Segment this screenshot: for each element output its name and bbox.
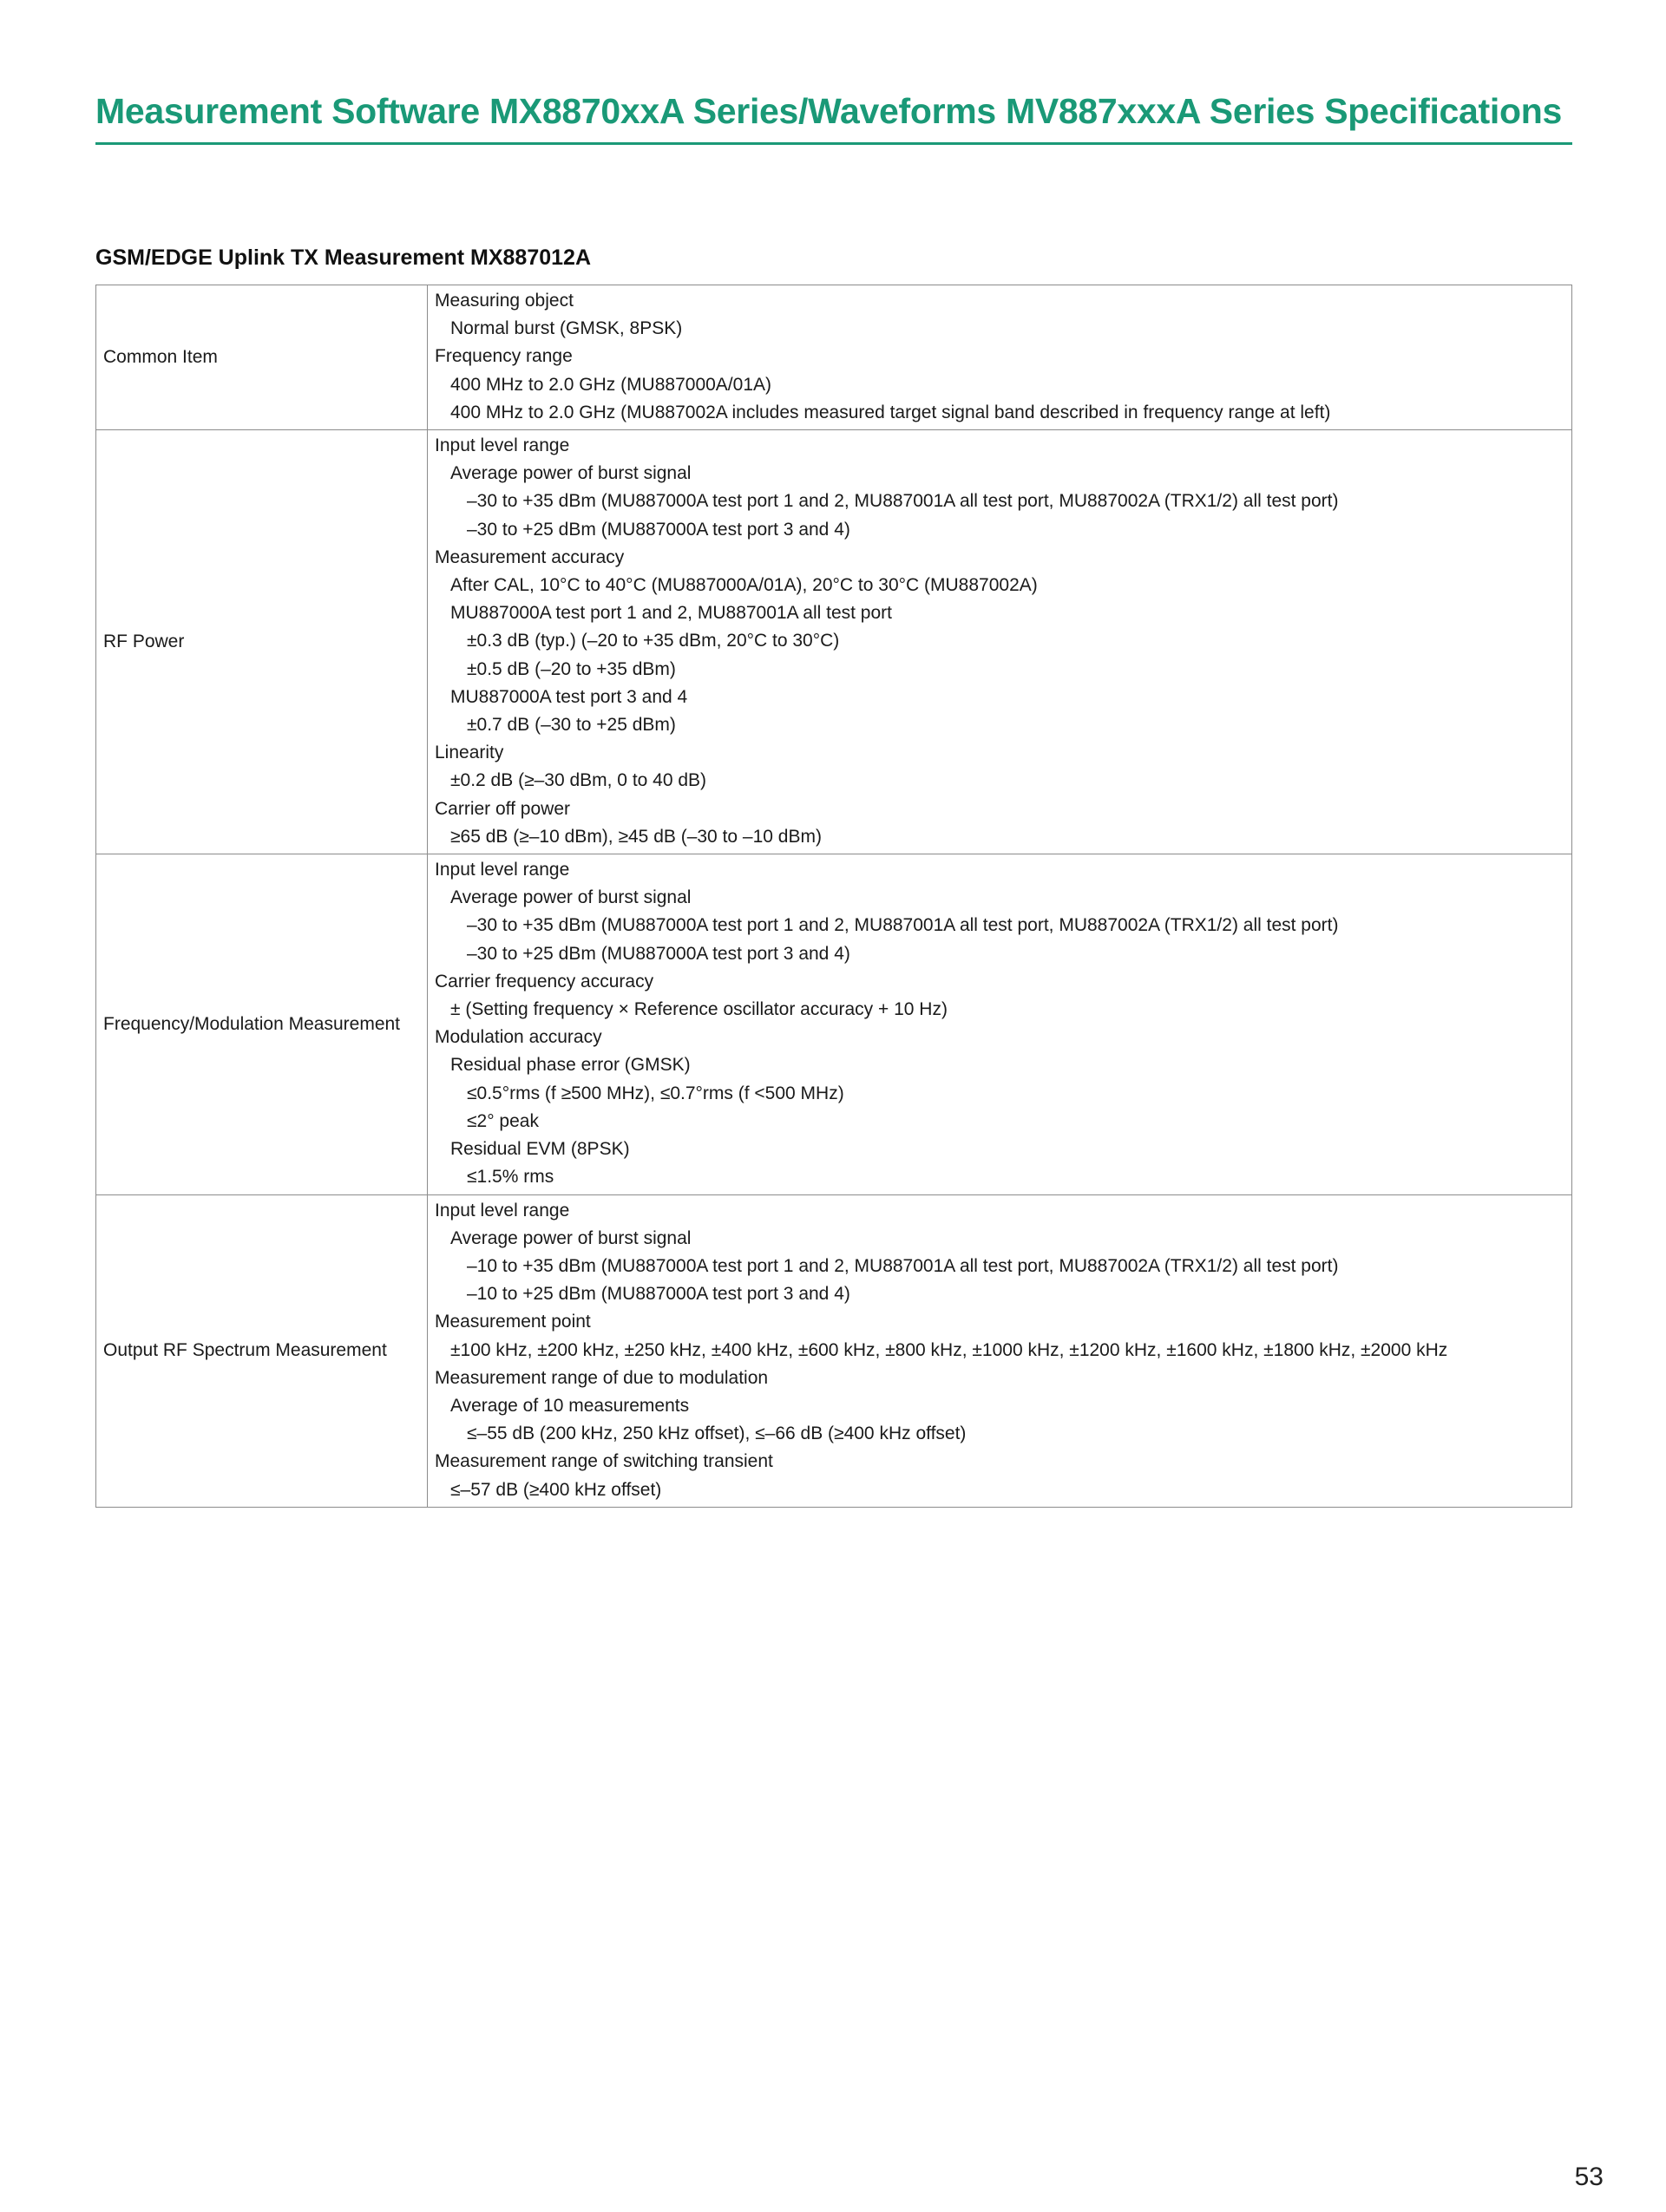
spec-line: ±0.2 dB (≥–30 dBm, 0 to 40 dB): [450, 770, 707, 791]
row-spec-cell: [428, 854, 1572, 1194]
spec-line: Input level range: [435, 1200, 570, 1221]
spec-line: ±0.3 dB (typ.) (–20 to +35 dBm, 20°C to 30°C): [467, 631, 840, 651]
spec-line: Average power of burst signal: [450, 1227, 692, 1248]
spec-line: Measurement range of due to modulation: [435, 1367, 769, 1388]
title-divider: [95, 142, 1572, 145]
page-number: 53: [1574, 2163, 1604, 2191]
spec-line: Measuring object: [435, 291, 574, 311]
spec-line: –30 to +35 dBm (MU887000A test port 1 and 2, MU887001A all test port, MU887002A (TRX1/2) all test port): [467, 915, 1339, 936]
spec-line: –30 to +35 dBm (MU887000A test port 1 and 2, MU887001A all test port, MU887002A (TRX1/2) all test port): [467, 491, 1339, 512]
row-item-label: Frequency/Modulation Measurement: [96, 854, 428, 1194]
spec-line: Input level range: [435, 860, 570, 880]
section-title: GSM/EDGE Uplink TX Measurement MX887012A: [95, 245, 592, 270]
spec-table: [95, 285, 1572, 1508]
table-row: [96, 1194, 1572, 1507]
spec-line: Linearity: [435, 743, 504, 763]
spec-line: Modulation accuracy: [435, 1027, 602, 1048]
spec-line: ≥65 dB (≥–10 dBm), ≥45 dB (–30 to –10 dBm): [450, 826, 822, 847]
spec-line: Average power of burst signal: [450, 887, 692, 908]
row-spec-cell: [428, 430, 1572, 854]
row-spec-cell: [428, 1194, 1572, 1507]
spec-line: Average power of burst signal: [450, 463, 692, 484]
spec-line: ±0.7 dB (–30 to +25 dBm): [467, 715, 676, 736]
spec-line: ± (Setting frequency × Reference oscillator accuracy + 10 Hz): [450, 999, 948, 1020]
spec-line: ≤2° peak: [467, 1110, 539, 1131]
table-row: [96, 285, 1572, 430]
row-spec-cell: [428, 285, 1572, 430]
spec-line: Carrier off power: [435, 798, 571, 819]
spec-line: ≤–57 dB (≥400 kHz offset): [450, 1479, 662, 1500]
spec-line: Carrier frequency accuracy: [435, 971, 654, 991]
spec-line: MU887000A test port 1 and 2, MU887001A all test port: [450, 603, 892, 624]
spec-line: ±100 kHz, ±200 kHz, ±250 kHz, ±400 kHz, ±600 kHz, ±800 kHz, ±1000 kHz, ±1200 kHz, ±1600 kHz, ±1800 kHz, ±2000 kHz: [450, 1339, 1448, 1360]
table-row: [96, 854, 1572, 1194]
spec-line: Measurement range of switching transient: [435, 1451, 773, 1472]
row-item-label: RF Power: [96, 430, 428, 854]
spec-line: –10 to +35 dBm (MU887000A test port 1 and 2, MU887001A all test port, MU887002A (TRX1/2) all test port): [467, 1255, 1339, 1276]
spec-line: ≤1.5% rms: [467, 1167, 554, 1188]
page-title: Measurement Software MX8870xxA Series/Waveforms MV887xxxA Series Specifications: [95, 91, 1562, 131]
spec-table-body: [96, 285, 1572, 1508]
spec-line: ≤0.5°rms (f ≥500 MHz), ≤0.7°rms (f <500 MHz): [467, 1083, 844, 1103]
spec-line: –30 to +25 dBm (MU887000A test port 3 and 4): [467, 943, 850, 964]
spec-line: –30 to +25 dBm (MU887000A test port 3 and 4): [467, 519, 850, 540]
spec-line: ±0.5 dB (–20 to +35 dBm): [467, 658, 676, 679]
spec-line: Measurement accuracy: [435, 546, 625, 567]
spec-line: –10 to +25 dBm (MU887000A test port 3 and 4): [467, 1284, 850, 1305]
spec-line: Frequency range: [435, 346, 573, 367]
spec-line: 400 MHz to 2.0 GHz (MU887002A includes measured target signal band described in frequency range at left): [450, 402, 1331, 422]
spec-line: MU887000A test port 3 and 4: [450, 686, 688, 707]
spec-line: Measurement point: [435, 1312, 591, 1332]
row-item-label: Common Item: [96, 285, 428, 430]
spec-line: Normal burst (GMSK, 8PSK): [450, 318, 683, 339]
row-item-label: Output RF Spectrum Measurement: [96, 1194, 428, 1507]
spec-line: Average of 10 measurements: [450, 1395, 690, 1416]
spec-line: 400 MHz to 2.0 GHz (MU887000A/01A): [450, 374, 772, 395]
spec-line: Residual EVM (8PSK): [450, 1139, 630, 1160]
spec-line: Residual phase error (GMSK): [450, 1055, 691, 1076]
spec-line: Input level range: [435, 435, 570, 456]
spec-line: After CAL, 10°C to 40°C (MU887000A/01A), 20°C to 30°C (MU887002A): [450, 575, 1038, 596]
table-row: [96, 430, 1572, 854]
spec-line: ≤–55 dB (200 kHz, 250 kHz offset), ≤–66 dB (≥400 kHz offset): [467, 1423, 967, 1444]
